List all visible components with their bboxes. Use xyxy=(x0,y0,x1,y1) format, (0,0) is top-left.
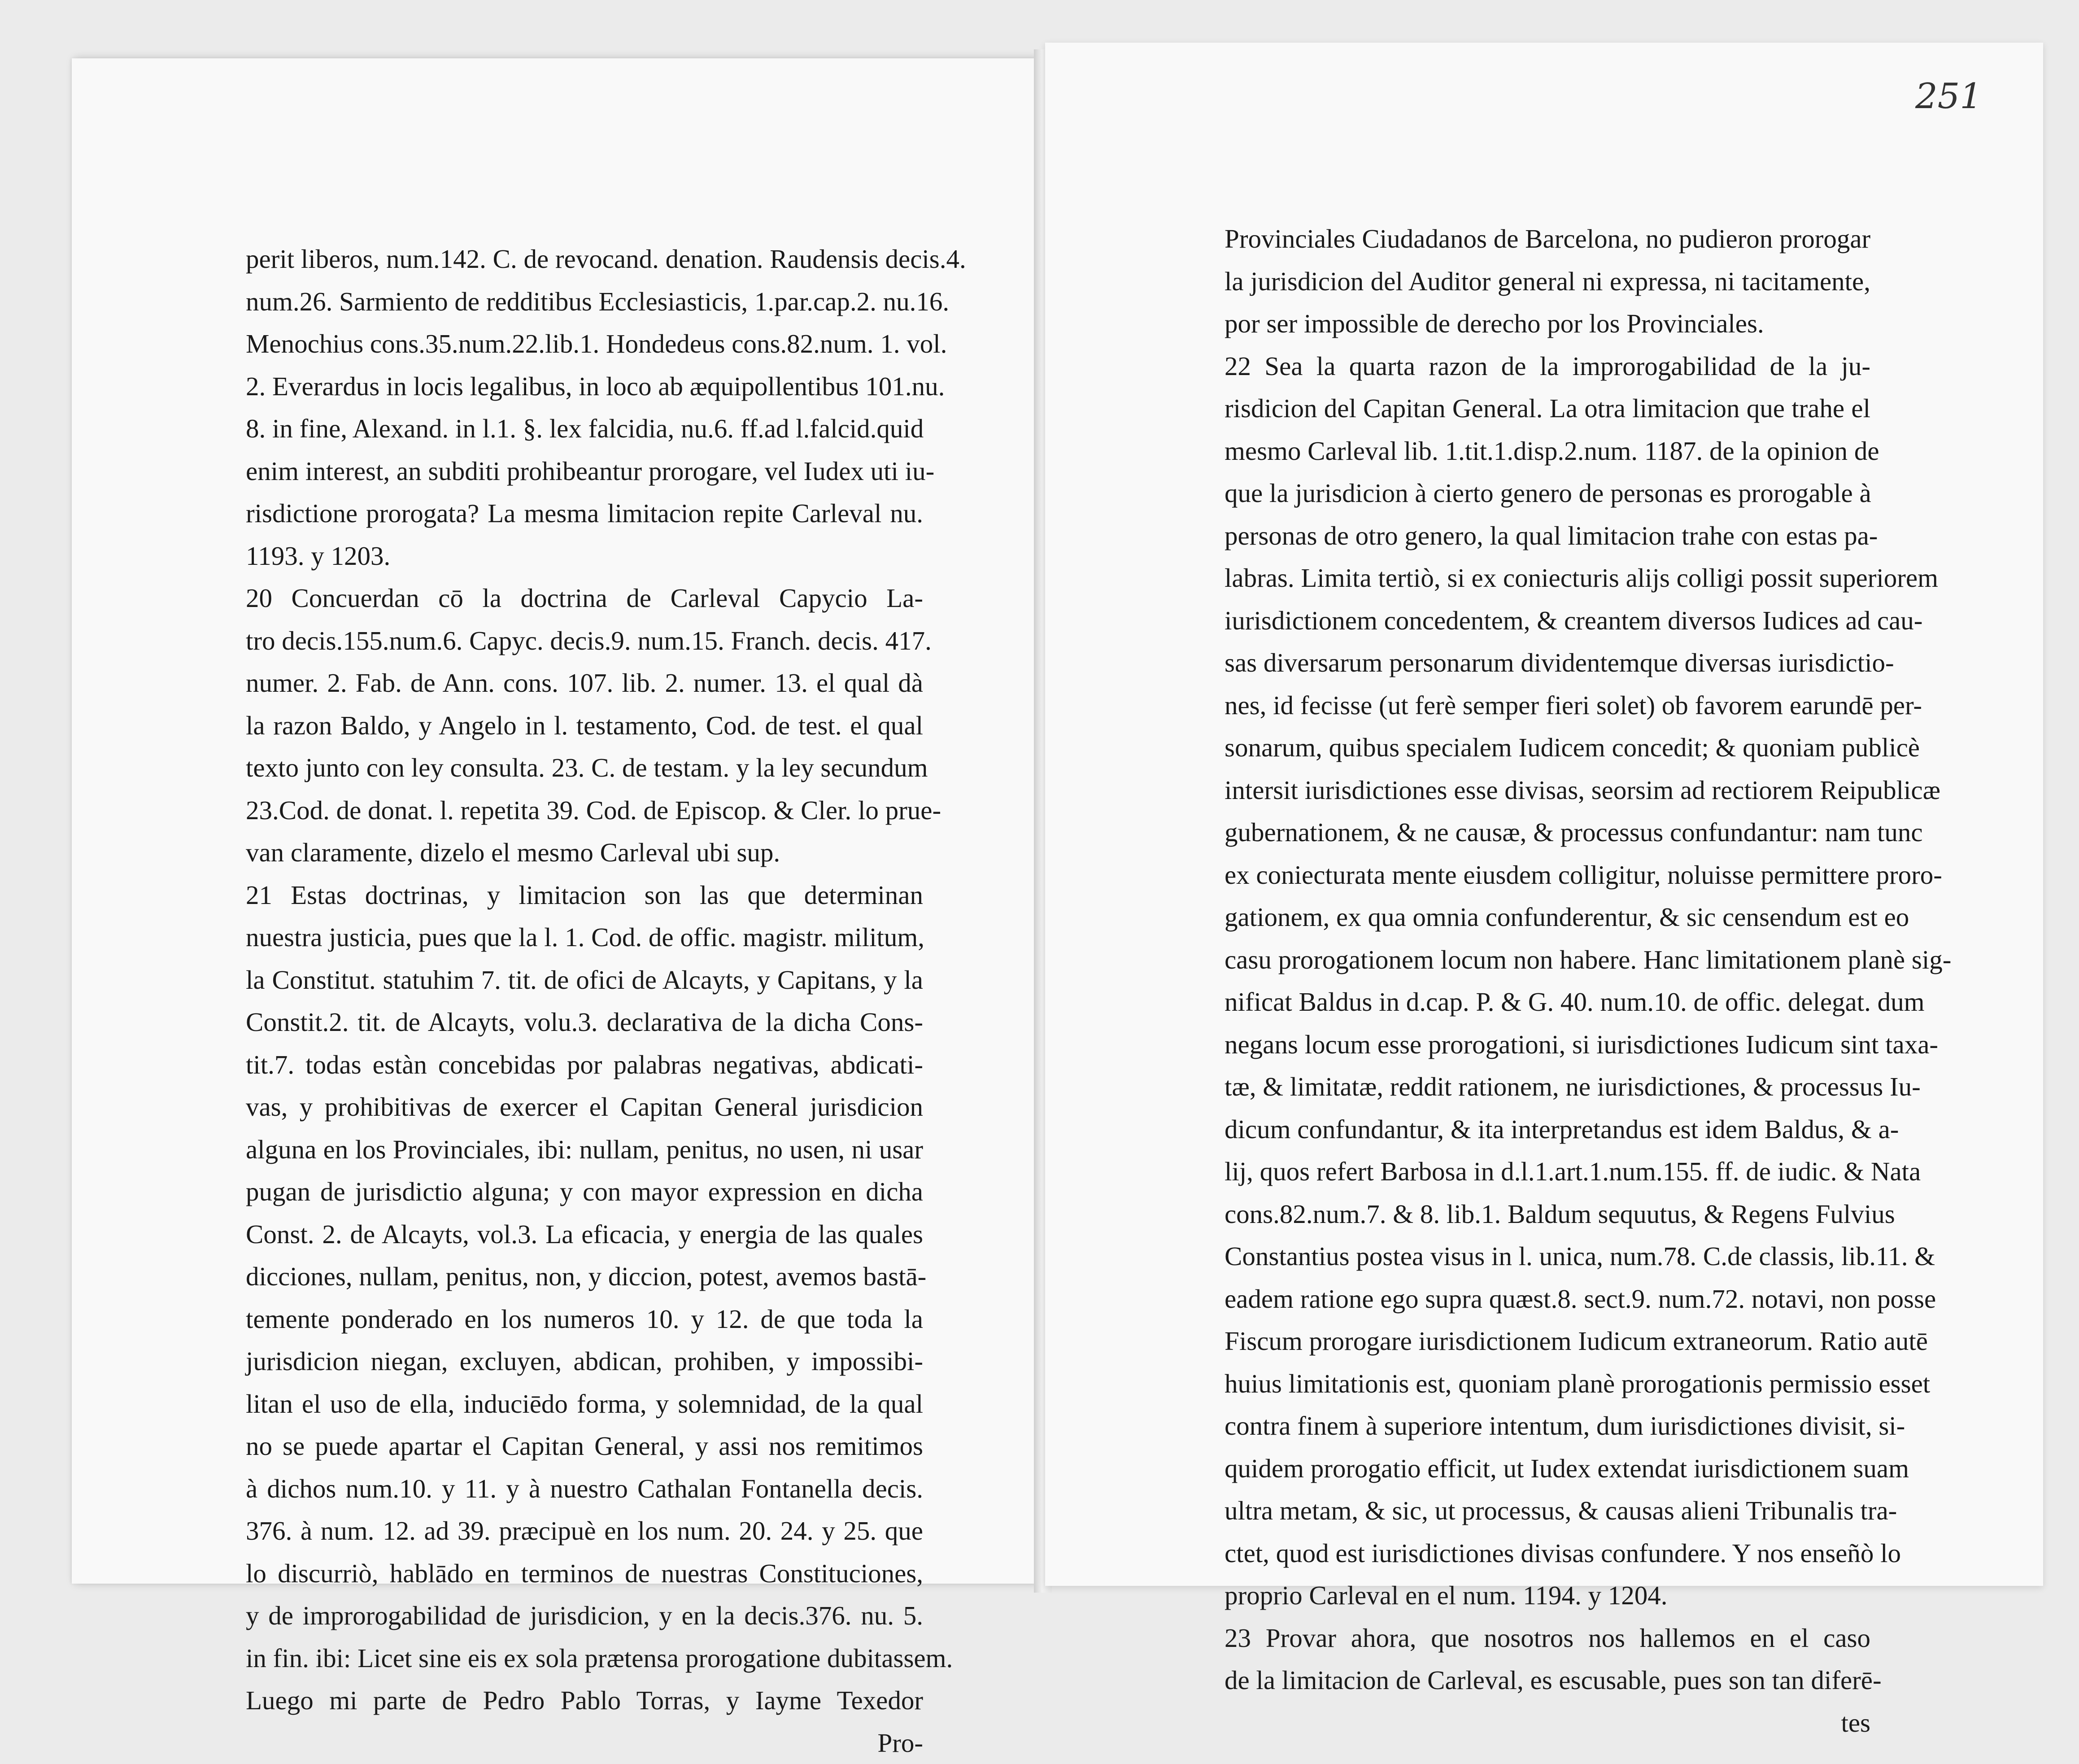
text-line: casu prorogationem locum non habere. Hanc limitationem planè sig- xyxy=(1225,939,1870,981)
text-line: risdicion del Capitan General. La otra limitacion que trahe el xyxy=(1225,387,1870,430)
text-line: texto junto con ley consulta. 23. C. de testam. y la ley secundum xyxy=(246,747,923,789)
text-line: quidem prorogatio efficit, ut Iudex extendat iurisdictionem suam xyxy=(1225,1447,1870,1490)
text-line: que la jurisdicion à cierto genero de personas es prorogable à xyxy=(1225,472,1870,515)
text-line: pugan de jurisdictio alguna; y con mayor expression en dicha xyxy=(246,1170,923,1213)
text-line: y de improrogabilidad de jurisdicion, y en la decis.376. nu. 5. xyxy=(246,1594,923,1637)
text-line: Fiscum prorogare iurisdictionem Iudicum extraneorum. Ratio autē xyxy=(1225,1320,1870,1362)
text-line: la razon Baldo, y Angelo in l. testamento, Cod. de test. el qual xyxy=(246,704,923,747)
text-line: cons.82.num.7. & 8. lib.1. Baldum sequutus, & Regens Fulvius xyxy=(1225,1193,1870,1236)
text-line: in fin. ibi: Licet sine eis ex sola prætensa prorogatione dubitassem. xyxy=(246,1637,923,1680)
text-line: numer. 2. Fab. de Ann. cons. 107. lib. 2. numer. 13. el qual dà xyxy=(246,662,923,704)
text-line: negans locum esse prorogationi, si iurisdictiones Iudicum sint taxa- xyxy=(1225,1023,1870,1066)
text-line: vas, y prohibitivas de exercer el Capitan General jurisdicion xyxy=(246,1086,923,1128)
text-line: 23.Cod. de donat. l. repetita 39. Cod. de Episcop. & Cler. lo prue- xyxy=(246,789,923,832)
text-line: nuestra justicia, pues que la l. 1. Cod. de offic. magistr. militum, xyxy=(246,916,923,959)
text-line: alguna en los Provinciales, ibi: nullam, penitus, no usen, ni usar xyxy=(246,1128,923,1171)
text-line: tro decis.155.num.6. Capyc. decis.9. num.15. Franch. decis. 417. xyxy=(246,620,923,662)
text-line: lij, quos refert Barbosa in d.l.1.art.1.num.155. ff. de iudic. & Nata xyxy=(1225,1150,1870,1193)
text-line: ctet, quod est iurisdictiones divisas confundere. Y nos enseñò lo xyxy=(1225,1532,1870,1575)
text-line: Const. 2. de Alcayts, vol.3. La eficacia, y energia de las quales xyxy=(246,1213,923,1256)
text-line: enim interest, an subditi prohibeantur prorogare, vel Iudex uti iu- xyxy=(246,450,923,493)
text-line: Constantius postea visus in l. unica, num.78. C.de classis, lib.11. & xyxy=(1225,1235,1870,1278)
text-line: dicciones, nullam, penitus, non, y diccion, potest, avemos bastā- xyxy=(246,1255,923,1298)
text-line: à dichos num.10. y 11. y à nuestro Cathalan Fontanella decis. xyxy=(246,1467,923,1510)
text-line: 8. in fine, Alexand. in l.1. §. lex falcidia, nu.6. ff.ad l.falcid.quid xyxy=(246,407,923,450)
text-line: Luego mi parte de Pedro Pablo Torras, y Iayme Texedor xyxy=(246,1679,923,1722)
text-line: por ser impossible de derecho por los Provinciales. xyxy=(1225,302,1870,345)
text-line: nificat Baldus in d.cap. P. & G. 40. num.10. de offic. delegat. dum xyxy=(1225,981,1870,1023)
text-line: num.26. Sarmiento de redditibus Ecclesiasticis, 1.par.cap.2. nu.16. xyxy=(246,280,923,323)
text-line: van claramente, dizelo el mesmo Carleval ubi sup. xyxy=(246,831,923,874)
text-line: iurisdictionem concedentem, & creantem diversos Iudices ad cau- xyxy=(1225,599,1870,642)
text-line: mesmo Carleval lib. 1.tit.1.disp.2.num. 1187. de la opinion de xyxy=(1225,430,1870,472)
text-line: labras. Limita tertiò, si ex coniecturis alijs colligi possit superiorem xyxy=(1225,557,1870,599)
text-line: la Constitut. statuhim 7. tit. de ofici de Alcayts, y Capitans, y la xyxy=(246,959,923,1001)
text-line: 21 Estas doctrinas, y limitacion son las que determinan xyxy=(246,874,923,917)
right-page-text xyxy=(1225,218,1870,1744)
text-line: sonarum, quibus specialem Iudicem concedit; & quoniam publicè xyxy=(1225,726,1870,769)
text-line: litan el uso de ella, induciēdo forma, y solemnidad, de la qual xyxy=(246,1383,923,1425)
text-line: personas de otro genero, la qual limitacion trahe con estas pa- xyxy=(1225,515,1870,557)
text-line: tit.7. todas estàn concebidas por palabras negativas, abdicati- xyxy=(246,1044,923,1086)
text-line: risdictione prorogata? La mesma limitacion repite Carleval nu. xyxy=(246,492,923,535)
text-line: dicum confundantur, & ita interpretandus est idem Baldus, & a- xyxy=(1225,1108,1870,1151)
text-line: no se puede apartar el Capitan General, y assi nos remitimos xyxy=(246,1425,923,1467)
text-line: gationem, ex qua omnia confunderentur, & sic censendum est eo xyxy=(1225,896,1870,939)
text-line: eadem ratione ego supra quæst.8. sect.9. num.72. notavi, non posse xyxy=(1225,1278,1870,1320)
text-line: 1193. y 1203. xyxy=(246,535,923,577)
text-line: proprio Carleval en el num. 1194. y 1204. xyxy=(1225,1574,1870,1617)
text-line: 23 Provar ahora, que nosotros nos hallemos en el caso xyxy=(1225,1617,1870,1659)
text-line: gubernationem, & ne causæ, & processus confundantur: nam tunc xyxy=(1225,811,1870,854)
text-line: huius limitationis est, quoniam planè prorogationis permissio esset xyxy=(1225,1362,1870,1405)
text-line: lo discurriò, hablādo en terminos de nuestras Constituciones, xyxy=(246,1552,923,1595)
folio-number: 251 xyxy=(1915,76,1982,117)
text-line: contra finem à superiore intentum, dum iurisdictiones divisit, si- xyxy=(1225,1405,1870,1447)
text-line: de la limitacion de Carleval, es escusable, pues son tan diferē- xyxy=(1225,1659,1870,1702)
text-line: tæ, & limitatæ, reddit rationem, ne iurisdictiones, & processus Iu- xyxy=(1225,1065,1870,1108)
text-line: Menochius cons.35.num.22.lib.1. Hondedeus cons.82.num. 1. vol. xyxy=(246,323,923,365)
catchword: tes xyxy=(1225,1702,1870,1744)
text-line: jurisdicion niegan, excluyen, abdican, prohiben, y impossibi- xyxy=(246,1340,923,1383)
text-line: Provinciales Ciudadanos de Barcelona, no pudieron prorogar xyxy=(1225,218,1870,260)
text-line: temente ponderado en los numeros 10. y 12. de que toda la xyxy=(246,1298,923,1340)
text-line: 376. à num. 12. ad 39. præcipuè en los num. 20. 24. y 25. que xyxy=(246,1510,923,1552)
text-line: 20 Concuerdan cō la doctrina de Carleval Capycio La- xyxy=(246,577,923,620)
text-line: Constit.2. tit. de Alcayts, volu.3. declarativa de la dicha Cons- xyxy=(246,1001,923,1044)
text-line: perit liberos, num.142. C. de revocand. denation. Raudensis decis.4. xyxy=(246,238,923,280)
left-page-text xyxy=(246,238,923,1764)
text-line: ex coniecturata mente eiusdem colligitur, noluisse permittere proro- xyxy=(1225,854,1870,896)
catchword: Pro- xyxy=(246,1722,923,1764)
text-line: la jurisdicion del Auditor general ni expressa, ni tacitamente, xyxy=(1225,260,1870,303)
text-line: 2. Everardus in locis legalibus, in loco ab æquipollentibus 101.nu. xyxy=(246,365,923,408)
text-line: 22 Sea la quarta razon de la improrogabilidad de la ju- xyxy=(1225,345,1870,388)
text-line: ultra metam, & sic, ut processus, & causas alieni Tribunalis tra- xyxy=(1225,1489,1870,1532)
text-line: nes, id fecisse (ut ferè semper fieri solet) ob favorem earundē per- xyxy=(1225,684,1870,727)
text-line: intersit iurisdictiones esse divisas, seorsim ad rectiorem Reipublicæ xyxy=(1225,769,1870,812)
text-line: sas diversarum personarum dividentemque diversas iurisdictio- xyxy=(1225,642,1870,684)
